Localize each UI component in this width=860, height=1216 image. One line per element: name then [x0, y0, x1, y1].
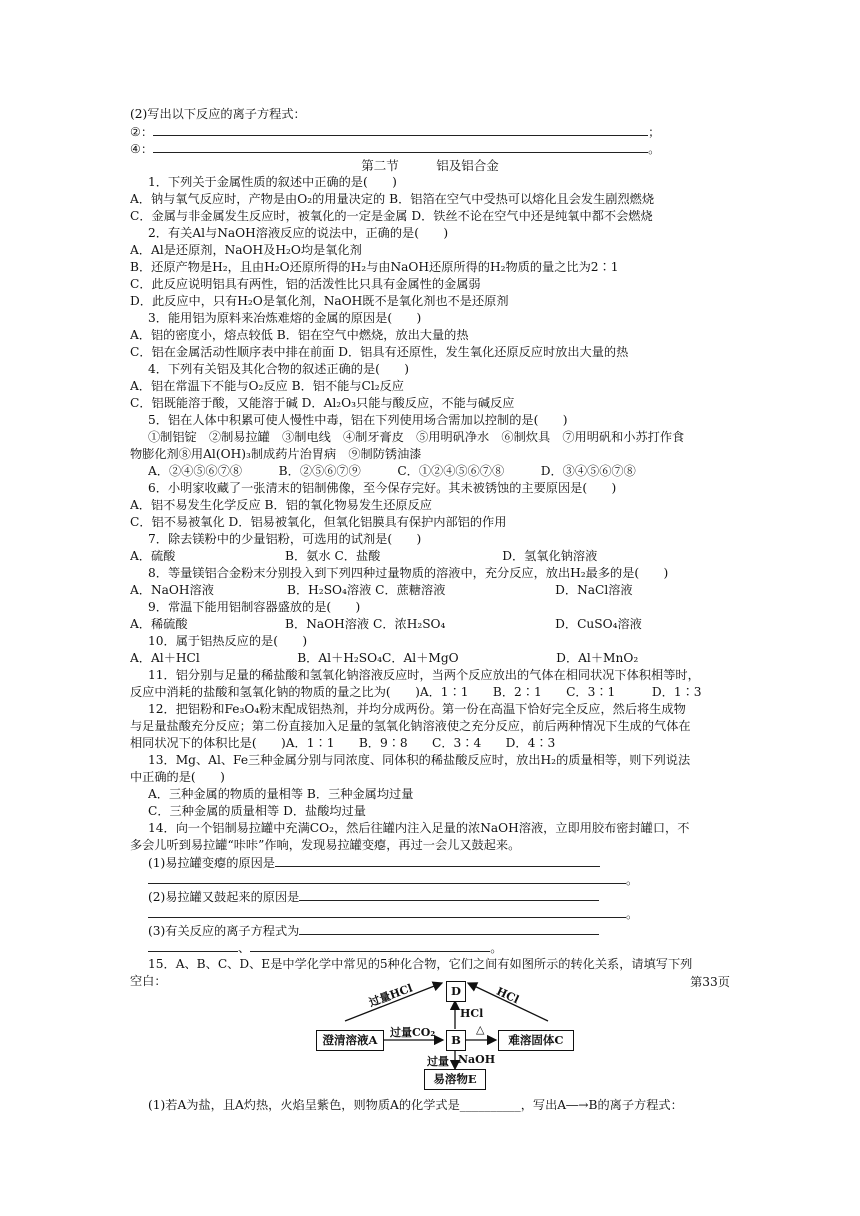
question-line: 空白： [130, 974, 167, 988]
answer-label-2: ②： [130, 125, 154, 139]
question-line: 反应中消耗的盐酸和氢氧化钠的物质的量之比为( )A．1∶1 B．2∶1 C．3∶1 D．1∶3 [130, 685, 702, 699]
question-line: 4．下列有关铝及其化合物的叙述正确的是( ) [148, 362, 410, 376]
node-e: 易溶物E [424, 1069, 486, 1090]
conversion-diagram [300, 977, 600, 1092]
option-line: A．NaOH溶液 B．H₂SO₄溶液 C．蔗糖溶液 D．NaCl溶液 [130, 583, 633, 597]
question-line: 2．有关Al与NaOH溶液反应的说法中，正确的是( ) [148, 226, 449, 240]
question-line: 5．铝在人体中积累可使人慢性中毒，铝在下列使用场合需加以控制的是( ) [148, 413, 568, 427]
option-line: A．Al＋HCl B．Al＋H₂SO₄C．Al＋MgO D．Al＋MnO₂ [130, 651, 639, 665]
blank-line [275, 854, 600, 867]
blank-line [148, 939, 238, 952]
separator: 、 [238, 941, 251, 955]
question-line: 3．能用铝为原料来冶炼难熔的金属的原因是( ) [148, 311, 422, 325]
blank-line [299, 922, 599, 935]
answer-line [148, 939, 748, 957]
question-line: 多会儿听到易拉罐“咔咔”作响，发现易拉罐变瘪，再过一会儿又鼓起来。 [130, 838, 521, 852]
option-line: C．铝在金属活动性顺序表中排在前面 D．铝具有还原性，发生氧化还原反应时放出大量的热 [130, 345, 629, 359]
line-end-punct: 。 [626, 873, 639, 887]
blank-line [153, 140, 648, 153]
label-b-to-e-right: NaOH [458, 1053, 496, 1066]
label-b-to-e-left: 过量 [427, 1055, 449, 1068]
option-line: A．稀硫酸 B．NaOH溶液 C．浓H₂SO₄ D．CuSO₄溶液 [130, 617, 642, 631]
question-line: 13．Mg、Al、Fe三种金属分别与同浓度、同体积的稀盐酸反应时，放出H₂的质量相等，则下列说法 [148, 753, 691, 767]
question-line: 14．向一个铝制易拉罐中充满CO₂，然后往罐内注入足量的浓NaOH溶液，立即用胶布密封罐口，不 [148, 821, 690, 835]
question-line: 1．下列关于金属性质的叙述中正确的是( ) [148, 175, 397, 189]
option-line: A．Al是还原剂，NaOH及H₂O均是氧化剂 [130, 243, 362, 257]
question-line: 相同状况下的体积比是( )A．1∶1 B．9∶8 C．3∶4 D．4∶3 [130, 736, 556, 750]
question-line: 15．A、B、C、D、E是中学化学中常见的5种化合物，它们之间有如图所示的转化关系，请填写下列 [148, 957, 693, 971]
label-a-to-b: 过量CO₂ [390, 1026, 436, 1039]
option-line: A．②④⑤⑥⑦⑧ B．②⑤⑥⑦⑨ C．①②④⑤⑥⑦⑧ D．③④⑤⑥⑦⑧ [148, 464, 636, 478]
blank-line [250, 939, 490, 952]
question-line: 11．铝分别与足量的稀盐酸和氢氧化钠溶液反应时，当两个反应放出的气体在相同状况下体积相等时， [148, 668, 700, 682]
question-line: 9．常温下能用铝制容器盛放的是( ) [148, 600, 361, 614]
subquestion-label: (1)易拉罐变瘪的原因是 [148, 856, 275, 870]
option-line: C．铝不易被氧化 D．铝易被氧化，但氧化铝膜具有保护内部铝的作用 [130, 515, 507, 529]
line-end-punct: 。 [648, 142, 661, 156]
option-line: A．硫酸 B．氨水 C．盐酸 D．氢氧化钠溶液 [130, 549, 598, 563]
question-line: ①制铝锭 ②制易拉罐 ③制电线 ④制牙膏皮 ⑤用明矾净水 ⑥制炊具 ⑦用明矾和小苏打作食 [148, 430, 685, 444]
node-c: 难溶固体C [498, 1030, 574, 1051]
option-line: C．金属与非金属发生反应时，被氧化的一定是金属 D．铁丝不论在空气中还是纯氧中都不会燃烧 [130, 209, 653, 223]
question-line: 7．除去镁粉中的少量铝粉，可选用的试剂是( ) [148, 532, 422, 546]
subquestion-line [148, 854, 748, 872]
blank-line [148, 905, 626, 918]
node-d: D [446, 981, 466, 1002]
subquestion-line [148, 922, 748, 940]
question-line: (1)若A为盐，且A灼热，火焰呈紫色，则物质A的化学式是__________，写出A―→B的离子方程式： [148, 1098, 683, 1112]
line-end-punct: 。 [490, 941, 503, 955]
option-line: A．铝不易发生化学反应 B．铝的氧化物易发生还原反应 [130, 498, 432, 512]
label-c-to-d: HCl [494, 984, 521, 1007]
question-line: 10．属于铝热反应的是( ) [148, 634, 308, 648]
label-b-to-d: HCl [460, 1007, 484, 1020]
question-line: 6．小明家收藏了一张清末的铝制佛像，至今保存完好。其未被锈蚀的主要原因是( ) [148, 481, 617, 495]
question-2-label: (2)写出以下反应的离子方程式： [130, 107, 306, 121]
blank-line [148, 871, 626, 884]
blank-line [299, 888, 599, 901]
answer-label-4: ④： [130, 142, 154, 156]
subquestion-label: (2)易拉罐又鼓起来的原因是 [148, 890, 300, 904]
option-line: C．此反应说明铝具有两性，铝的活泼性比只具有金属性的金属弱 [130, 277, 481, 291]
label-b-to-c: △ [476, 1023, 485, 1036]
question-line: 12．把铝粉和Fe₃O₄粉末配成铝热剂，并均分成两份。第一份在高温下恰好完全反应，然后将生成物 [148, 702, 686, 716]
option-line: A．铝在常温下不能与O₂反应 B．铝不能与Cl₂反应 [130, 379, 404, 393]
line-end-punct: ； [648, 125, 661, 139]
question-line: 与足量盐酸充分反应；第二份直接加入足量的氢氧化钠溶液使之充分反应，前后两种情况下生成的气体在 [130, 719, 691, 733]
answer-line [148, 905, 748, 923]
blank-line [153, 123, 648, 136]
question-line: 8．等量镁铝合金粉末分别投入到下列四种过量物质的溶液中，充分反应，放出H₂最多的是( ) [148, 566, 669, 580]
node-b: B [446, 1030, 466, 1051]
option-line: C．铝既能溶于酸，又能溶于碱 D．Al₂O₃只能与酸反应，不能与碱反应 [130, 396, 515, 410]
option-line: A．三种金属的物质的量相等 B．三种金属均过量 [148, 787, 414, 801]
question-line: 物膨化剂⑧用Al(OH)₃制成药片治胃病 ⑨制防锈油漆 [130, 447, 422, 461]
page-number: 第33页 [690, 975, 730, 989]
subquestion-line [148, 888, 748, 906]
option-line: D．此反应中，只有H₂O是氧化剂，NaOH既不是氧化剂也不是还原剂 [130, 294, 509, 308]
option-line: A．钠与氧气反应时，产物是由O₂的用量决定的 B．铝箔在空气中受热可以熔化且会发生剧烈燃烧 [130, 192, 655, 206]
line-end-punct: 。 [626, 907, 639, 921]
section-title: 第二节 铝及铝合金 [361, 158, 499, 173]
option-line: A．铝的密度小，熔点较低 B．铝在空气中燃烧，放出大量的热 [130, 328, 469, 342]
option-line: C．三种金属的质量相等 D．盐酸均过量 [148, 804, 366, 818]
answer-line-2 [130, 123, 730, 141]
subquestion-label: (3)有关反应的离子方程式为 [148, 924, 300, 938]
label-a-to-d: 过量HCl [367, 981, 415, 1010]
answer-line [148, 871, 748, 889]
node-a: 澄清溶液A [316, 1030, 384, 1051]
question-line: 中正确的是( ) [130, 770, 225, 784]
option-line: B．还原产物是H₂，且由H₂O还原所得的H₂与由NaOH还原所得的H₂物质的量之比为2∶1 [130, 260, 619, 274]
